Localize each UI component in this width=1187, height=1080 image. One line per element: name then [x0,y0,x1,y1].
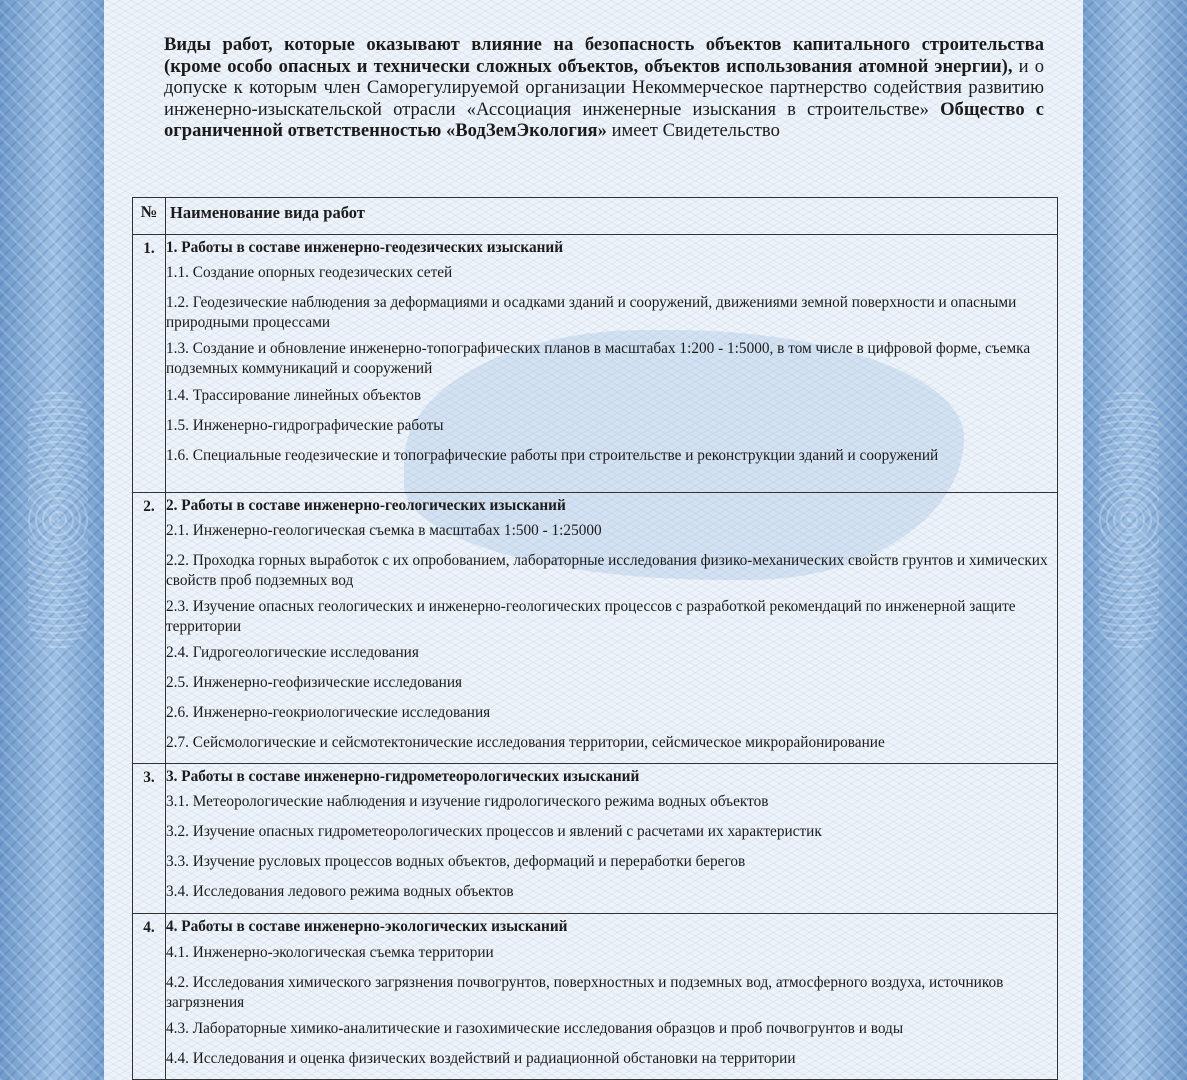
list-item: 3.2. Изучение опасных гидрометеорологических процессов и явлений с расчетами их характеристик [166,823,822,840]
group-content [166,914,1058,1080]
list-item: 4.3. Лабораторные химико-аналитические и газохимические исследования образцов и проб почвогрунтов и воды [166,1020,904,1037]
list-item: 1.1. Создание опорных геодезических сетей [166,264,453,281]
ornament-left [28,390,88,650]
intro-bold-2: Общество с ограниченной ответственностью «ВодЗемЭкология» [164,98,1044,142]
table-header-row [133,198,1058,235]
group-number: 1. [133,235,166,493]
list-item: 4.1. Инженерно-экологическая съемка территории [166,944,494,961]
list-item: 2.2. Проходка горных выработок с их опробованием, лабораторные исследования физико-механических свойств грунтов и химических свойств проб подземных вод [166,552,1048,589]
table-row [133,235,1058,493]
list-item: 1.4. Трассирование линейных объектов [166,387,422,404]
table-row [133,764,1058,914]
list-item: 1.3. Создание и обновление инженерно-топографических планов в масштабах 1:200 - 1:5000, в том числе в цифровой форме, съемка подземных коммуникаций и сооружений [166,340,1031,377]
group-number: 2. [133,493,166,764]
list-item: 2.4. Гидрогеологические исследования [166,644,419,661]
groups-body [133,235,1058,1080]
group-content [166,235,1058,493]
table-row [133,493,1058,764]
intro-plain-1: и о допуске к которым член Саморегулируемой организации Некоммерческое партнерство содействия развитию инженерно-изыскательской отрасли «Ассоциация инженерные изыскания в строительстве» [164,55,1044,120]
list-item: 3.1. Метеорологические наблюдения и изучение гидрологического режима водных объектов [166,793,769,810]
list-item: 1.5. Инженерно-гидрографические работы [166,417,444,434]
ornament-right [1099,390,1159,650]
list-item: 2.3. Изучение опасных геологических и инженерно-геологических процессов с разработкой рекомендаций по инженерной защите территории [166,598,1016,635]
list-item: 2.1. Инженерно-геологическая съемка в масштабах 1:500 - 1:25000 [166,522,602,539]
intro-plain-2: имеет Свидетельство [606,120,780,142]
list-item: 1.2. Геодезические наблюдения за деформациями и осадками зданий и сооружений, движениями земной поверхности и опасными природными процессами [166,294,1017,331]
list-item: 3.4. Исследования ледового режима водных объектов [166,883,514,900]
guilloche-border-right [1077,0,1187,1080]
group-title: 4. Работы в составе инженерно-экологических изысканий [166,918,568,935]
group-title: 1. Работы в составе инженерно-геодезических изысканий [166,239,564,256]
works-table [132,197,1058,1080]
list-item: 1.6. Специальные геодезические и топографические работы при строительстве и реконструкции зданий и сооружений [166,447,939,464]
group-number: 4. [133,914,166,1080]
table-row [133,914,1058,1080]
list-item: 2.7. Сейсмологические и сейсмотектонические исследования территории, сейсмическое микрорайонирование [166,734,885,751]
group-content [166,493,1058,764]
intro-paragraph [164,34,1044,142]
list-item: 4.4. Исследования и оценка физических воздействий и радиационной обстановки на территории [166,1050,796,1067]
header-name: Наименование вида работ [166,198,1058,235]
group-title: 3. Работы в составе инженерно-гидрометеорологических изысканий [166,768,640,785]
group-content [166,764,1058,914]
list-item: 4.2. Исследования химического загрязнения почвогрунтов, поверхностных и подземных вод, атмосферного воздуха, источников загрязнения [166,974,1004,1011]
group-number: 3. [133,764,166,914]
header-num: № [133,198,166,235]
list-item: 3.3. Изучение русловых процессов водных объектов, деформаций и переработки берегов [166,853,746,870]
group-title: 2. Работы в составе инженерно-геологических изысканий [166,497,566,514]
intro-bold-1: Виды работ, которые оказывают влияние на безопасность объектов капитального строительства (кроме особо опасных и технически сложных объектов, объектов использования атомной энергии), [164,34,1044,77]
list-item: 2.6. Инженерно-геокриологические исследования [166,704,491,721]
guilloche-border-left [0,0,110,1080]
list-item: 2.5. Инженерно-геофизические исследования [166,674,463,691]
